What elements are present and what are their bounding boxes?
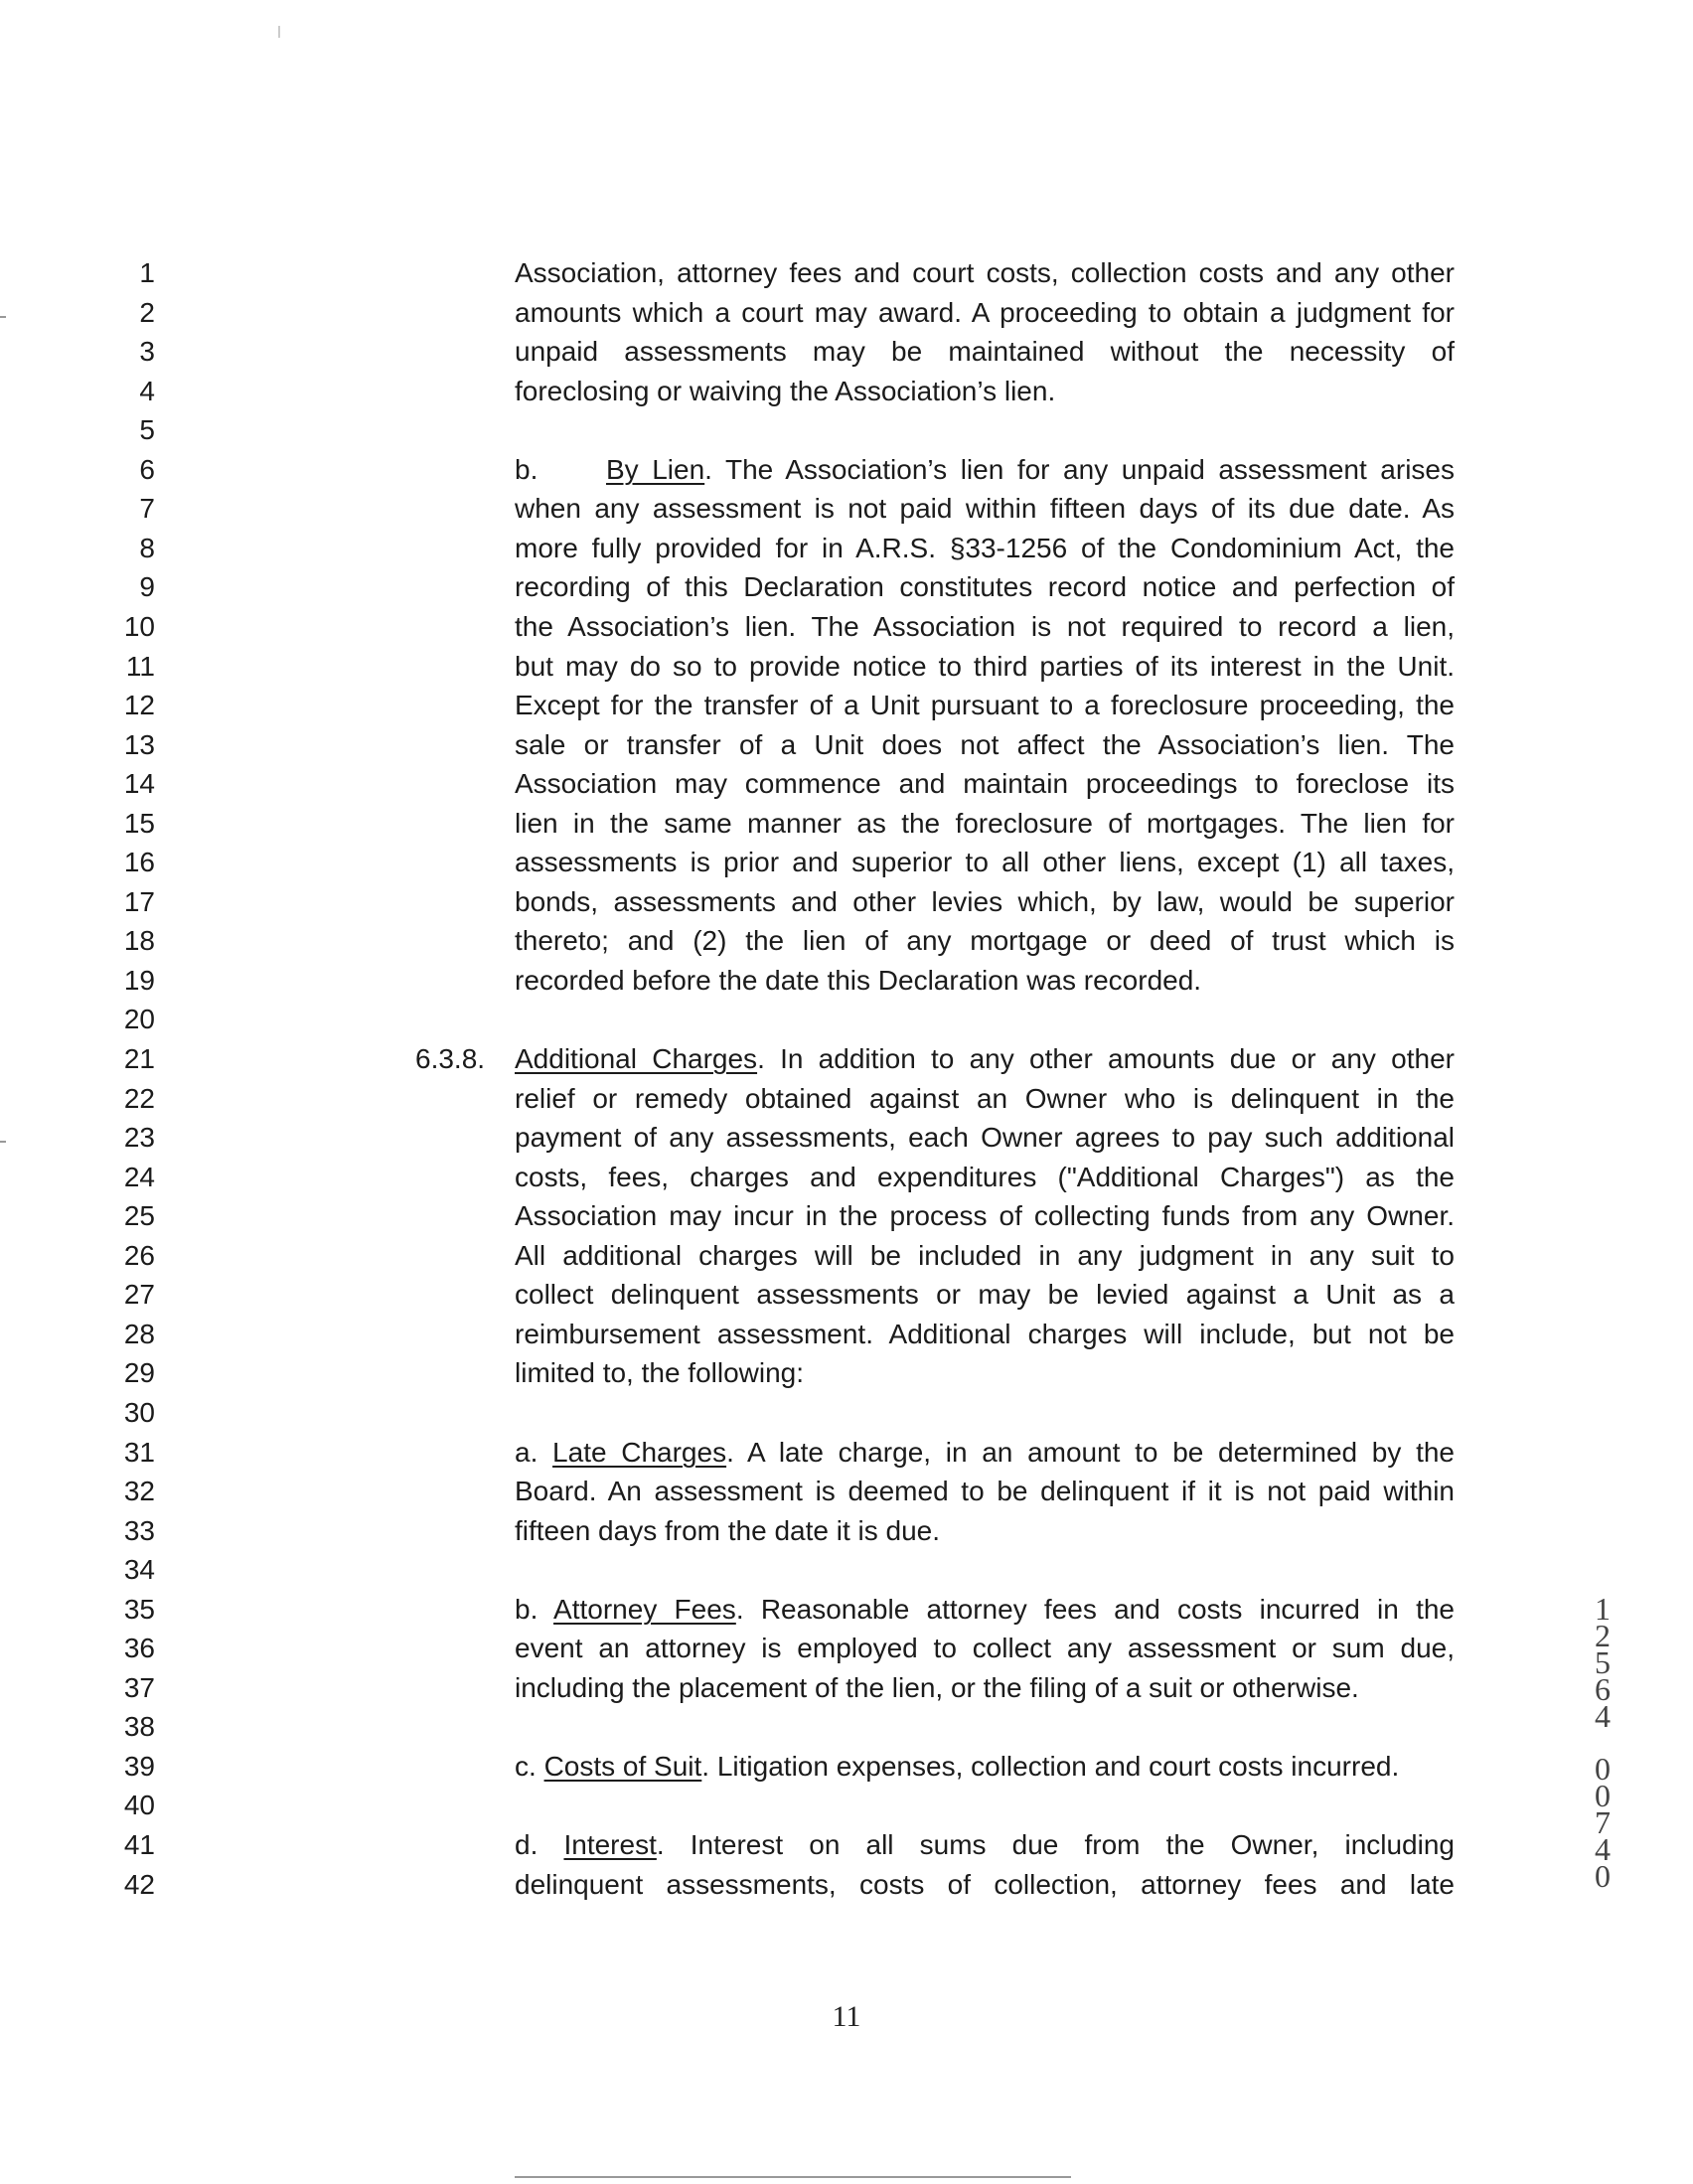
text-run: Except for the transfer of a Unit pursuant to a foreclosure proceeding, the	[515, 690, 1455, 720]
line-number: 39	[123, 1751, 155, 1782]
document-line	[0, 1472, 1693, 1510]
text-run: . Litigation expenses, collection and court costs incurred.	[701, 1751, 1400, 1782]
stamp-digit: 4	[1595, 1698, 1611, 1734]
line-number: 4	[139, 376, 155, 406]
text-run: d.	[515, 1829, 564, 1860]
line-text	[515, 1315, 1455, 1353]
text-run: assessments is prior and superior to all other liens, except (1) all taxes,	[515, 847, 1455, 877]
line-text	[515, 1039, 1455, 1078]
stamp-digit: 0	[1595, 1858, 1611, 1894]
line-number: 29	[123, 1357, 155, 1388]
line-number: 40	[123, 1790, 155, 1820]
document-line	[0, 1668, 1693, 1707]
side-document-stamp	[1586, 1591, 1619, 1894]
document-line	[0, 1236, 1693, 1275]
line-number: 23	[123, 1122, 155, 1153]
text-run: but may do so to provide notice to third parties of its interest in the Unit.	[515, 651, 1455, 682]
line-text	[515, 607, 1455, 646]
stamp-digit: 6	[1595, 1671, 1611, 1707]
document-line	[0, 882, 1693, 921]
line-number: 18	[123, 925, 155, 956]
line-number: 3	[139, 336, 155, 367]
text-run: . A late charge, in an amount to be determined by the	[726, 1437, 1455, 1468]
scan-edge-mark-bottom	[515, 2176, 1071, 2178]
line-number: 38	[123, 1711, 155, 1742]
line-number: 31	[123, 1437, 155, 1468]
subsection-heading: Additional Charges	[515, 1043, 758, 1074]
line-text	[515, 450, 1455, 489]
section-number: 6.3.8.	[415, 1043, 486, 1074]
text-run: bonds, assessments and other levies which, by law, would be superior	[515, 886, 1455, 917]
line-text	[515, 567, 1455, 606]
document-line	[0, 1511, 1693, 1550]
line-number: 11	[125, 651, 155, 682]
line-number: 32	[123, 1476, 155, 1506]
document-line	[0, 1707, 1693, 1746]
text-run: fifteen days from the date it is due.	[515, 1515, 941, 1546]
document-line	[0, 1118, 1693, 1157]
line-text	[515, 1275, 1455, 1314]
scan-edge-mark-left-2	[0, 1141, 6, 1143]
line-number: 24	[123, 1162, 155, 1192]
document-line	[0, 843, 1693, 881]
line-number: 1	[139, 257, 155, 288]
line-text	[515, 1825, 1455, 1864]
document-line	[0, 647, 1693, 686]
line-number: 7	[139, 493, 155, 524]
line-text	[515, 1236, 1455, 1275]
line-number: 33	[123, 1515, 155, 1546]
document-line	[0, 253, 1693, 292]
line-text	[515, 489, 1455, 528]
subsection-heading: Interest	[563, 1829, 657, 1860]
line-text	[515, 1353, 1455, 1392]
line-text	[515, 1511, 1455, 1550]
line-text	[515, 804, 1455, 843]
line-number: 35	[123, 1594, 155, 1625]
document-line	[0, 607, 1693, 646]
document-line	[0, 489, 1693, 528]
line-text	[515, 1668, 1455, 1707]
line-text	[515, 1196, 1455, 1235]
text-run: event an attorney is employed to collect any assessment or sum due,	[515, 1633, 1455, 1663]
line-text	[515, 372, 1455, 410]
line-number: 19	[123, 965, 155, 996]
subsection-heading: By Lien	[606, 454, 705, 485]
stamp-digit: 0	[1595, 1751, 1611, 1787]
document-line	[0, 1858, 1693, 1904]
line-number: 5	[139, 414, 155, 445]
line-text	[515, 1865, 1455, 1904]
text-run: thereto; and (2) the lien of any mortgage or deed of trust which is	[515, 925, 1455, 956]
text-run: All additional charges will be included in any judgment in any suit to	[515, 1240, 1455, 1271]
line-number: 37	[123, 1672, 155, 1703]
text-run: more fully provided for in A.R.S. §33-1256 of the Condominium Act, the	[515, 533, 1455, 563]
document-line	[0, 1353, 1693, 1392]
stamp-digit: 0	[1595, 1778, 1611, 1813]
text-run: foreclosing or waiving the Association’s lien.	[515, 376, 1056, 406]
document-line	[0, 686, 1693, 724]
subsection-heading: Costs of Suit	[543, 1751, 702, 1782]
line-number: 27	[123, 1279, 155, 1310]
text-run: collect delinquent assessments or may be levied against a Unit as a	[515, 1279, 1455, 1310]
line-text	[515, 253, 1455, 292]
line-number: 15	[123, 808, 155, 839]
text-run: the Association’s lien. The Association is not required to record a lien,	[515, 611, 1455, 642]
document-line	[0, 332, 1693, 371]
text-run: Association, attorney fees and court costs, collection costs and any other	[515, 257, 1455, 288]
document-line	[0, 804, 1693, 843]
line-text	[515, 529, 1455, 567]
line-text	[515, 921, 1455, 960]
document-line	[0, 1825, 1693, 1867]
text-run: recording of this Declaration constitutes record notice and perfection of	[515, 571, 1455, 602]
text-run: c.	[515, 1751, 544, 1782]
line-number: 8	[139, 533, 155, 563]
document-line	[0, 372, 1693, 410]
document-line	[0, 1550, 1693, 1589]
document-line	[0, 1196, 1693, 1235]
document-line	[0, 921, 1693, 960]
stamp-digit: 2	[1595, 1618, 1611, 1653]
line-text	[515, 1629, 1455, 1667]
text-run: Board. An assessment is deemed to be delinquent if it is not paid within	[515, 1476, 1455, 1506]
document-line	[0, 1158, 1693, 1196]
document-line	[0, 567, 1693, 606]
document-line	[0, 529, 1693, 567]
text-run: relief or remedy obtained against an Owner who is delinquent in the	[515, 1083, 1455, 1114]
document-line	[0, 1393, 1693, 1432]
line-number: 36	[123, 1633, 155, 1663]
line-text	[515, 843, 1455, 881]
line-number: 28	[123, 1319, 155, 1349]
text-run: . The Association’s lien for any unpaid assessment arises	[704, 454, 1455, 485]
line-number: 20	[123, 1004, 155, 1034]
text-run: b.	[515, 1594, 554, 1625]
text-run: . In addition to any other amounts due or any other	[757, 1043, 1456, 1074]
line-number: 22	[123, 1083, 155, 1114]
text-run: amounts which a court may award. A proceeding to obtain a judgment for	[515, 297, 1455, 328]
text-run: sale or transfer of a Unit does not affect the Association’s lien. The	[515, 729, 1455, 760]
line-number: 14	[123, 768, 155, 799]
document-line	[0, 1786, 1693, 1824]
line-number: 2	[139, 297, 155, 328]
text-run: limited to, the following:	[515, 1357, 805, 1388]
scan-edge-mark-top	[278, 26, 280, 38]
line-text	[515, 686, 1455, 724]
stamp-digit: 5	[1595, 1644, 1611, 1680]
line-number: 42	[123, 1869, 155, 1900]
line-number: 41	[123, 1829, 155, 1860]
text-run: unpaid assessments may be maintained without the necessity of	[515, 336, 1455, 367]
document-line	[0, 1433, 1693, 1472]
line-text	[515, 1747, 1455, 1786]
subsection-heading: Late Charges	[552, 1437, 727, 1468]
line-number: 25	[123, 1200, 155, 1231]
document-line	[0, 1629, 1693, 1667]
line-number: 12	[123, 690, 155, 720]
text-run: delinquent assessments, costs of collection, attorney fees and late	[515, 1869, 1455, 1900]
document-line	[0, 293, 1693, 332]
text-run: . Interest on all sums due from the Owner, including	[656, 1829, 1455, 1860]
text-run: recorded before the date this Declaration was recorded.	[515, 965, 1202, 996]
stamp-digit: 4	[1595, 1831, 1611, 1867]
line-text	[515, 882, 1455, 921]
line-number: 9	[139, 571, 155, 602]
text-run: costs, fees, charges and expenditures ("Additional Charges") as the	[515, 1162, 1455, 1192]
line-text	[515, 961, 1455, 1000]
line-text	[515, 332, 1455, 371]
line-number: 13	[123, 729, 155, 760]
line-number: 34	[123, 1554, 155, 1585]
subsection-heading: Attorney Fees	[553, 1594, 736, 1625]
document-line	[0, 1275, 1693, 1314]
document-line	[0, 1590, 1693, 1629]
page-number: 11	[832, 2000, 861, 2033]
text-run: . Reasonable attorney fees and costs incurred in the	[735, 1594, 1455, 1625]
line-number: 17	[123, 886, 155, 917]
line-text	[515, 764, 1455, 803]
document-line	[0, 1747, 1693, 1786]
line-text	[515, 1158, 1455, 1196]
document-line	[0, 1039, 1693, 1078]
line-number: 10	[123, 611, 155, 642]
document-line	[0, 961, 1693, 1000]
line-text	[515, 725, 1455, 764]
line-number: 21	[123, 1043, 155, 1074]
document-line	[0, 1079, 1693, 1118]
line-text	[515, 647, 1455, 686]
text-run: lien in the same manner as the foreclosure of mortgages. The lien for	[515, 808, 1455, 839]
document-line	[0, 725, 1693, 764]
line-number: 6	[139, 454, 155, 485]
text-run: reimbursement assessment. Additional charges will include, but not be	[515, 1319, 1455, 1349]
text-run: payment of any assessments, each Owner agrees to pay such additional	[515, 1122, 1455, 1153]
text-run: Association may commence and maintain proceedings to foreclose its	[515, 768, 1455, 799]
stamp-digit: 1	[1595, 1591, 1611, 1627]
line-text	[515, 293, 1455, 332]
line-number: 30	[123, 1397, 155, 1428]
line-text	[515, 1433, 1455, 1472]
document-line	[0, 764, 1693, 803]
text-run: a.	[515, 1437, 553, 1468]
scan-edge-mark-left	[0, 316, 6, 318]
document-line	[0, 1315, 1693, 1353]
document-line	[0, 410, 1693, 449]
stamp-digit: 7	[1595, 1804, 1611, 1840]
line-text	[515, 1118, 1455, 1157]
line-number: 26	[123, 1240, 155, 1271]
line-number: 16	[123, 847, 155, 877]
line-text	[515, 1079, 1455, 1118]
item-marker: b.	[515, 454, 539, 485]
text-run: when any assessment is not paid within fifteen days of its due date. As	[515, 493, 1455, 524]
document-line	[0, 1000, 1693, 1038]
document-line	[0, 450, 1693, 489]
line-text	[515, 1472, 1455, 1510]
line-text	[515, 1590, 1455, 1629]
text-run: including the placement of the lien, or the filing of a suit or otherwise.	[515, 1672, 1359, 1703]
text-run: Association may incur in the process of collecting funds from any Owner.	[515, 1200, 1455, 1231]
